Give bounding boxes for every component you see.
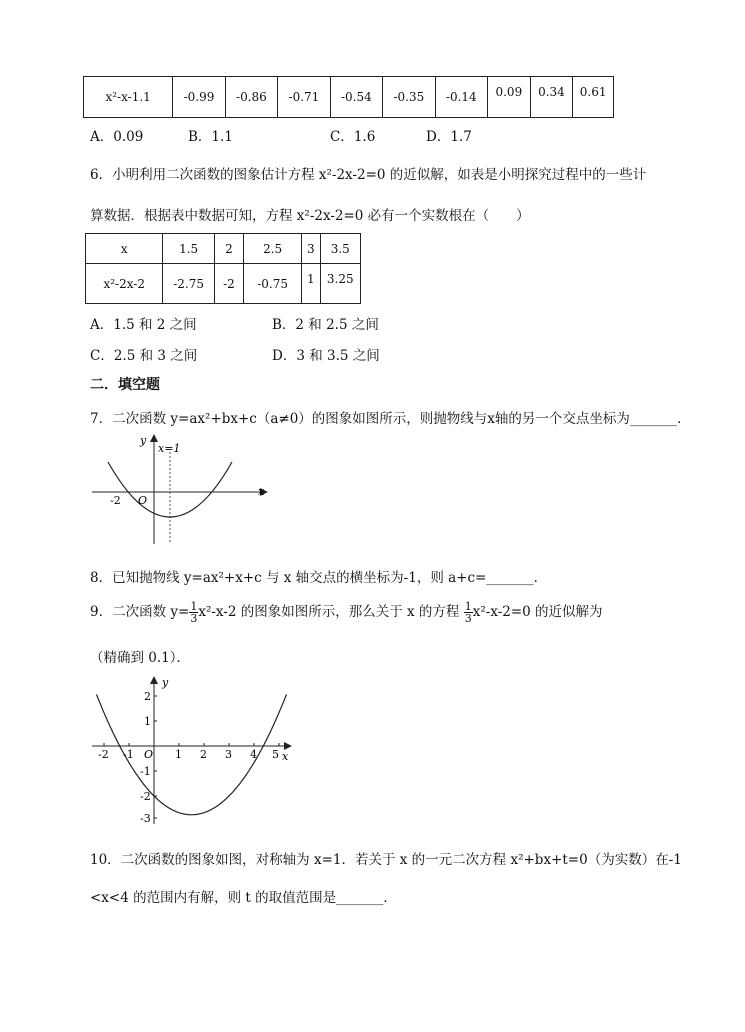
table-header: 2.5 [244,234,302,264]
q9-text-line2: （精确到 0.1）． [90,650,191,666]
q9-x-arrow [284,742,292,750]
table-cell: x²-x-1.1 [84,77,173,118]
table-cell: -0.86 [225,77,277,118]
q6-option-a: A．1.5 和 2 之间 [90,317,197,333]
q10-text-line2: <x<4 的范围内有解，则 t 的取值范围是_______． [90,890,397,906]
q9-fraction [189,601,198,624]
table-header: 1.5 [163,234,214,264]
q7-origin-label: O [138,494,148,507]
fraction-denominator: 3 [190,612,198,625]
fraction-denominator: 3 [464,612,472,625]
q6-table [85,233,361,304]
fraction-numerator: 1 [190,600,198,613]
q9-y-arrow [150,676,158,684]
q7-y-label: y [140,434,147,447]
q7-tick-label: -2 [110,494,121,507]
q9-x-tick-label: 3 [225,748,232,761]
q9-x-tick-label: 5 [272,748,279,761]
q9-x-tick-label: 2 [200,748,207,761]
q9-graph [88,672,303,827]
table-cell: -2 [214,264,243,304]
q9-prefix: 9．二次函数 y= [90,604,190,620]
table-cell: x²-2x-2 [86,264,163,304]
fraction-numerator: 1 [464,600,472,613]
table-cell: 3.25 [320,264,360,304]
table-cell: -2.75 [163,264,214,304]
table-header: 3.5 [320,234,360,264]
table-cell: -0.71 [278,77,330,118]
table-cell: 0.09 [488,77,531,118]
q5-option-a: A．0.09 [90,129,144,145]
table-cell: -0.54 [330,77,382,118]
q7-y-arrow [150,434,158,442]
q9-suffix: x²-x-2=0 的近似解为 [472,604,603,620]
q9-y-label: y [162,676,169,689]
q5-table [83,76,614,118]
q8-text: 8．已知抛物线 y=ax²+x+c 与 x 轴交点的横坐标为-1，则 a+c=_______． [90,570,548,586]
q9-x-tick-label: 4 [250,748,257,761]
q6-option-b: B．2 和 2.5 之间 [272,317,379,333]
q5-option-c: C．1.6 [330,129,376,145]
table-header: 3 [302,234,321,264]
q6-option-d: D．3 和 3.5 之间 [272,348,380,364]
q10-text-line1: 10．二次函数的图象如图，对称轴为 x=1．若关于 x 的一元二次方程 x²+bx+t=0（为实数）在-1 [90,852,682,868]
q9-x-tick-label: 1 [175,748,182,761]
table-cell: -0.99 [173,77,225,118]
section-title: 二．填空题 [90,377,160,393]
q9-y-tick-label: -1 [140,765,151,778]
table-cell: -0.14 [435,77,487,118]
q9-x-tick-label: -1 [123,748,134,761]
q6-text-line2: 算数据．根据表中数据可知，方程 x²-2x-2=0 必有一个实数根在（ ） [90,208,530,224]
q9-origin-label: O [144,748,154,761]
q9-y-tick-label: 1 [144,715,151,728]
table-cell: -0.35 [383,77,435,118]
q7-axis-line-label: x=1 [158,442,181,455]
q5-option-d: D．1.7 [426,129,472,145]
q6-option-c: C．2.5 和 3 之间 [90,348,198,364]
q9-x-tick-label: -2 [98,748,109,761]
table-header: x [86,234,163,264]
q9-y-tick-label: -2 [140,790,151,803]
q9-x-label: x [282,750,289,763]
table-header: 2 [214,234,243,264]
q7-x-label: x [258,485,265,498]
q6-text-line1: 6．小明利用二次函数的图象估计方程 x²-2x-2=0 的近似解，如表是小明探究过程中的一些计 [90,167,647,183]
q9-y-tick-label: -3 [140,812,151,825]
table-cell: 0.61 [573,77,614,118]
q9-text-line1 [90,600,603,624]
table-cell: 0.34 [530,77,573,118]
q9-y-tick-label: 2 [144,690,151,703]
q7-text: 7．二次函数 y=ax²+bx+c（a≠0）的图象如图所示，则抛物线与x轴的另一个交点坐标为_______． [90,411,691,427]
q5-option-b: B．1.1 [188,129,233,145]
q9-middle: x²-x-2 的图象如图所示，那么关于 x 的方程 [198,604,460,620]
table-cell: -0.75 [244,264,302,304]
q9-fraction-2 [464,601,473,624]
q7-graph [88,432,273,552]
table-cell: 1 [302,264,321,304]
